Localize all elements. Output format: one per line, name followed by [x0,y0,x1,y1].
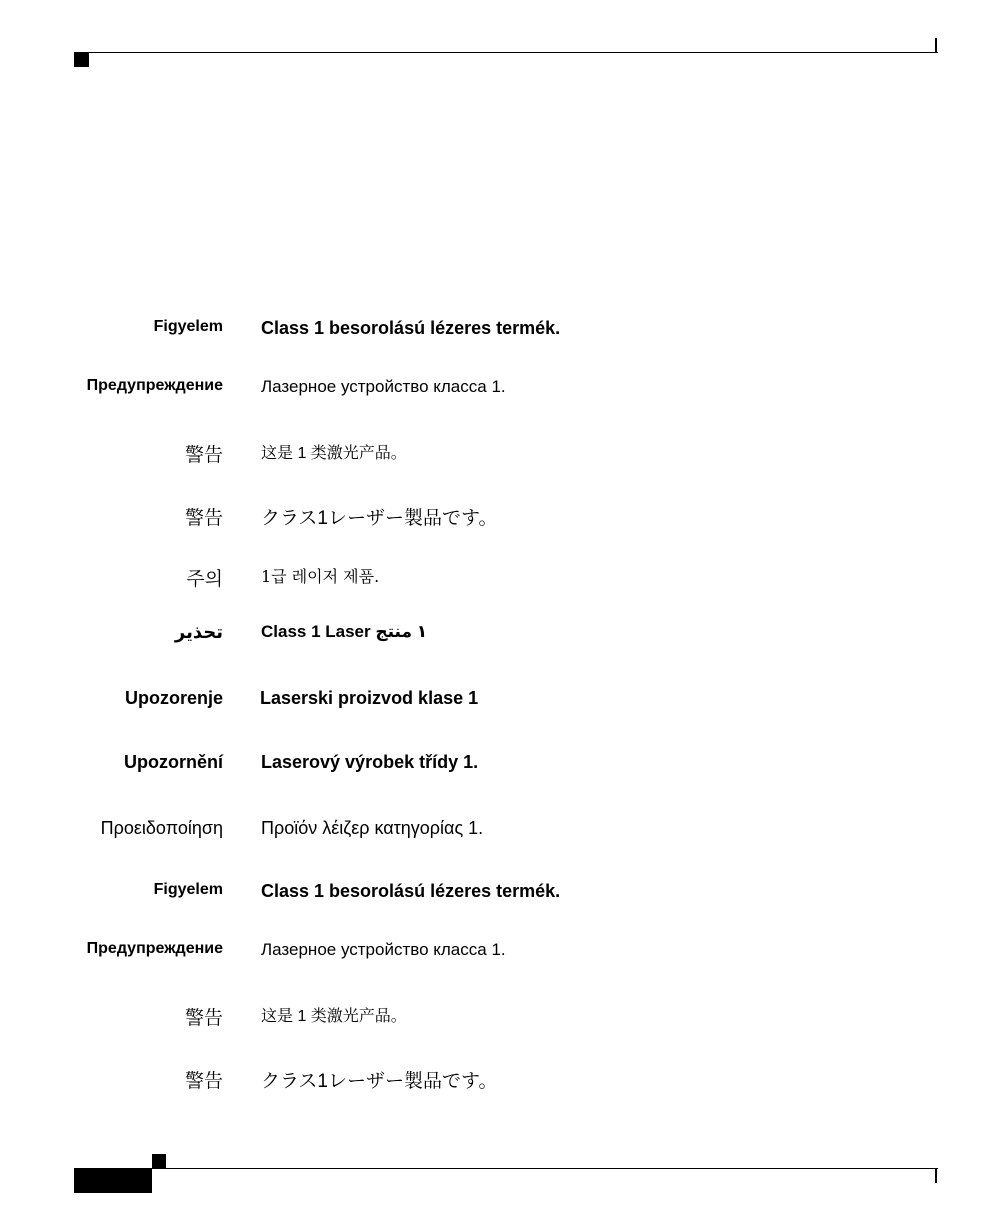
warning-label: 주의 [186,569,223,590]
warning-text: 这是 1 类激光产品。 [261,445,407,462]
warning-text: Class 1 besorolású lézeres termék. [261,318,561,338]
warning-label: 警告 [184,1008,223,1029]
warning-row-czech [0,752,1008,792]
warning-text: Προϊόν λέιζερ κατηγορίας 1. [261,818,484,838]
warning-row-croatian [0,688,1008,728]
warning-row-japanese-2 [0,1066,1008,1106]
warning-label: 警告 [184,1071,223,1092]
footer-page-tab [74,1169,152,1193]
warning-label: 警告 [184,445,223,466]
warning-row-greek [0,818,1008,858]
warning-text: クラス1レーザー製品です。 [261,1071,498,1092]
footer-right-tick [935,1169,937,1183]
warning-label: Предупреждение [86,377,223,394]
warning-row-hungarian-2 [0,881,1008,921]
footer-small-marker [152,1154,166,1168]
warning-text: Laserski proizvod klase 1 [260,688,479,708]
warning-label: Предупреждение [86,940,223,957]
warning-text: 1급 레이저 제품. [261,567,380,586]
warning-label: Προειδοποίηση [100,818,223,838]
warning-label: Upozornění [124,752,223,772]
warning-row-chinese-2 [0,1003,1008,1043]
warning-label: تحذير [174,622,223,642]
warning-row-korean [0,564,1008,604]
warning-text: クラス1レーザー製品です。 [261,508,498,529]
warning-row-japanese [0,503,1008,543]
warning-row-arabic [0,622,1008,662]
footer-rule [74,1168,938,1169]
warning-label: Figyelem [153,881,223,898]
warning-text: Class 1 Laser ١ منتج [261,622,428,641]
warning-text: Laserový výrobek třídy 1. [261,752,479,772]
warning-row-chinese [0,440,1008,480]
warning-label: Upozorenje [124,688,223,708]
warning-text: Class 1 besorolású lézeres termék. [261,881,561,901]
warning-row-russian [0,377,1008,417]
warning-text: Лазерное устройство класса 1. [261,377,506,396]
warning-text: 这是 1 类激光产品。 [261,1008,407,1025]
warning-text: Лазерное устройство класса 1. [261,940,506,959]
header-right-tick [935,38,937,52]
warning-row-hungarian [0,318,1008,358]
header-rule [74,52,938,53]
warning-row-russian-2 [0,940,1008,980]
warning-label: 警告 [184,508,223,529]
warning-label: Figyelem [153,318,223,335]
header-left-marker [74,53,89,67]
